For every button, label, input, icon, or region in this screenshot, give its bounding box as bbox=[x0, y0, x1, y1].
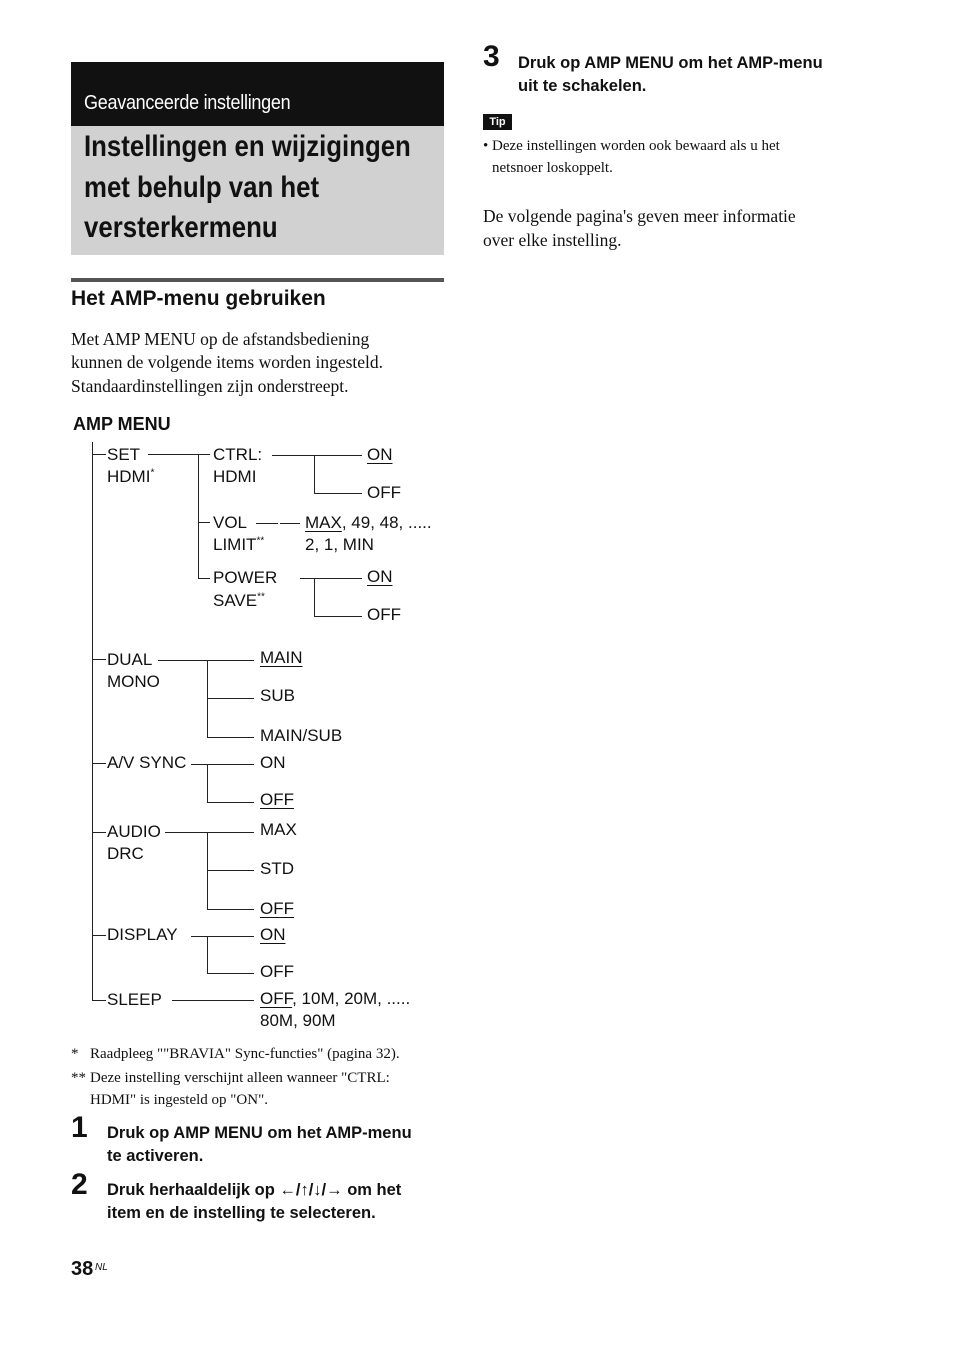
menu-item-audio-drc-line-2: DRC bbox=[107, 844, 144, 863]
footnote-1-text: Raadpleeg ""BRAVIA" Sync-functies" (pagina 32). bbox=[90, 1046, 400, 1062]
tip-line-1: • Deze instellingen worden ook bewaard als u het bbox=[483, 138, 780, 154]
heading-rule bbox=[71, 278, 444, 282]
option-dual-sub: SUB bbox=[260, 686, 295, 705]
step-3-line-1: Druk op AMP MENU om het AMP-menu bbox=[518, 54, 823, 72]
menu-item-set-hdmi-line-2: HDMI* bbox=[107, 467, 155, 486]
page-title-line-3: versterkermenu bbox=[84, 211, 278, 244]
option-av-off: OFF bbox=[260, 790, 294, 809]
option-dual-main: MAIN bbox=[260, 648, 303, 667]
menu-sub-ctrl-hdmi: CTRL: bbox=[213, 445, 263, 464]
option-display-on: ON bbox=[260, 925, 286, 944]
intro-line-3: Standaardinstellingen zijn onderstreept. bbox=[71, 376, 349, 396]
page-title-line-1: Instellingen en wijzigingen bbox=[84, 130, 411, 163]
option-display-off: OFF bbox=[260, 962, 294, 981]
step-1-number: 1 bbox=[71, 1111, 88, 1144]
menu-item-dual-mono: DUAL bbox=[107, 650, 153, 669]
step-3-number: 3 bbox=[483, 40, 500, 73]
menu-item-dual-mono-line-2: MONO bbox=[107, 672, 160, 691]
option-power-off: OFF bbox=[367, 605, 401, 624]
tip-line-2: netsnoer loskoppelt. bbox=[492, 160, 613, 176]
page-number: 38 bbox=[71, 1258, 94, 1280]
info-line-1: De volgende pagina's geven meer informatie bbox=[483, 206, 796, 226]
menu-item-av-sync: A/V SYNC bbox=[107, 753, 187, 772]
footnote-1-mark: * bbox=[71, 1046, 79, 1062]
menu-tree-title: AMP MENU bbox=[73, 414, 171, 434]
option-sleep-values: OFF, 10M, 20M, ..... bbox=[260, 989, 411, 1008]
menu-sub-vol-limit: VOL bbox=[213, 513, 248, 532]
step-3-line-2: uit te schakelen. bbox=[518, 77, 647, 95]
menu-item-display: DISPLAY bbox=[107, 925, 178, 944]
option-dual-main-sub: MAIN/SUB bbox=[260, 726, 343, 745]
step-1-line-1: Druk op AMP MENU om het AMP-menu bbox=[107, 1124, 412, 1142]
footnote-2-text: Deze instelling verschijnt alleen wanneer "CTRL: bbox=[90, 1070, 390, 1086]
option-drc-std: STD bbox=[260, 859, 294, 878]
intro-line-1: Met AMP MENU op de afstandsbediening bbox=[71, 329, 370, 349]
footnote-2-mark: ** bbox=[71, 1070, 86, 1086]
option-drc-max: MAX bbox=[260, 820, 297, 839]
option-drc-off: OFF bbox=[260, 899, 294, 918]
option-ctrl-on: ON bbox=[367, 445, 393, 464]
menu-sub-power-save-line-2: SAVE** bbox=[213, 591, 265, 610]
option-vol-values: MAX, 49, 48, ..... bbox=[305, 513, 432, 532]
menu-sub-vol-limit-line-2: LIMIT** bbox=[213, 535, 265, 554]
footnote-2-text-cont: HDMI" is ingesteld op "ON". bbox=[90, 1092, 268, 1108]
tip-badge: Tip bbox=[483, 114, 512, 130]
menu-sub-ctrl-hdmi-line-2: HDMI bbox=[213, 467, 257, 486]
step-1-line-2: te activeren. bbox=[107, 1147, 204, 1165]
menu-item-audio-drc: AUDIO bbox=[107, 822, 161, 841]
section-label: Geavanceerde instellingen bbox=[84, 92, 291, 114]
option-vol-values-line-2: 2, 1, MIN bbox=[305, 535, 374, 554]
subsection-title: Het AMP-menu gebruiken bbox=[71, 287, 326, 310]
option-ctrl-off: OFF bbox=[367, 483, 401, 502]
page-language: NL bbox=[95, 1262, 108, 1273]
menu-item-set-hdmi: SET bbox=[107, 445, 141, 464]
option-sleep-values-line-2: 80M, 90M bbox=[260, 1011, 336, 1030]
step-2-line-1: Druk herhaaldelijk op ←/↑/↓/→ om het bbox=[107, 1181, 402, 1199]
menu-sub-power-save: POWER bbox=[213, 568, 278, 587]
option-power-on: ON bbox=[367, 567, 393, 586]
step-2-line-2: item en de instelling te selecteren. bbox=[107, 1204, 376, 1222]
page-title-line-2: met behulp van het bbox=[84, 171, 320, 204]
intro-line-2: kunnen de volgende items worden ingesteld. bbox=[71, 352, 384, 372]
option-av-on: ON bbox=[260, 753, 286, 772]
menu-item-sleep: SLEEP bbox=[107, 990, 162, 1009]
step-2-number: 2 bbox=[71, 1168, 88, 1201]
info-line-2: over elke instelling. bbox=[483, 230, 622, 250]
